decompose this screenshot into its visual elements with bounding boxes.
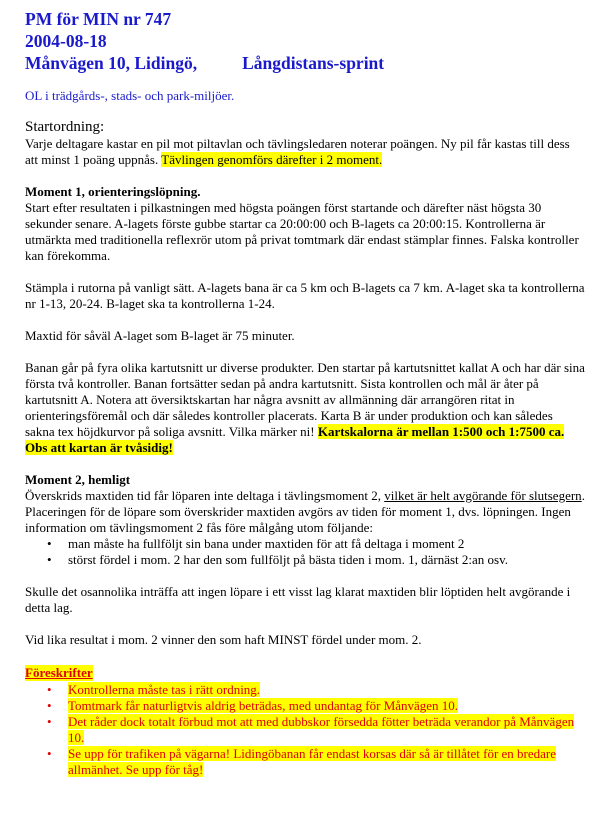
moment1-paragraph-3: Maxtid för såväl A-laget som B-laget är 75 minuter. xyxy=(25,328,295,343)
moment2-paragraph-2: Skulle det osannolika inträffa att ingen löpare i ett visst lag klarat maxtiden blir löptiden helt avgörande i detta lag. xyxy=(25,584,571,615)
map-scale-highlight: Kartskalorna är mellan 1:500 och 1:7500 ca. Obs att kartan är tvåsidig! xyxy=(25,424,565,455)
title-line-1: PM för MIN nr 747 xyxy=(25,9,172,29)
moment1-map-text: Banan går på fyra olika kartutsnitt ur diverse produkter. Den startar på kartutsnittet kallat A och har där sina första två kontroller. Banan fortsätter sedan på andra kartutsnitt. Sista kontrollen och mål är åter på kartutsnitt A. Notera att översiktskartan har några avsnitt av allmänning där arrangören ritat in orienteringsföremål och där således kontroller placerats. Karta B är under produktion och kan således sakna tex höjdkurvor på soliga avsnitt. Vilka märker ni! xyxy=(25,360,585,439)
rules-heading: Föreskrifter xyxy=(25,665,93,680)
start-order-body: Varje deltagare kastar en pil mot piltavlan och tävlingsledaren noterar poängen. Ny pil får kastas till dess att minst 1 poäng uppnås. xyxy=(25,136,570,167)
start-order-text xyxy=(25,136,585,168)
moment2-paragraph-3: Vid lika resultat i mom. 2 vinner den som haft MINST fördel under mom. 2. xyxy=(25,632,422,647)
bullet-icon: • xyxy=(47,536,52,551)
subtitle: OL i trädgårds-, stads- och park-miljöer. xyxy=(25,88,235,103)
bullet-icon: • xyxy=(47,714,52,729)
rule-item: • Se upp för trafiken på vägarna! Lidingöbanan får endast korsas där så är tillåtet för en bredare allmänhet. Se upp för tåg! xyxy=(47,746,557,777)
moment1-paragraph-1: Start efter resultaten i pilkastningen med högsta poängen först startande och därefter näst högsta 30 sekunder senare. A-lagets förste gubbe startar ca 20:00:00 och B-lagets ca 20:00:15. Kontrollerna är utmärkta med traditionella reflexrör utom på privat tomtmark där endast stämplar finnes. Falska kontroller kan förekomma. xyxy=(25,200,579,263)
moment1-heading: Moment 1, orienteringslöpning. xyxy=(25,184,201,199)
title-location: Månvägen 10, Lidingö, xyxy=(25,53,198,73)
moment2-text-b: . Placeringen för de löpare som överskrider maxtiden avgörs av tiden för moment 1, dvs. löpningen. Ingen information om tävlingsmoment 2 fås före målgång utom följande: xyxy=(25,488,585,535)
moment2-bullet-list xyxy=(25,536,585,568)
list-item: • man måste ha fullföljt sin bana under maxtiden för att få deltaga i moment 2 xyxy=(47,536,465,551)
title-line-3 xyxy=(25,52,585,74)
rule-item: • Det råder dock totalt förbud mot att med dubbskor försedda fötter beträda verandor på Månvägen 10. xyxy=(47,714,575,745)
rules-list xyxy=(25,682,585,778)
rule-item: • Tomtmark får naturligtvis aldrig beträdas, med undantag för Månvägen 10. xyxy=(47,698,459,713)
bullet-icon: • xyxy=(47,746,52,761)
moment1-paragraph-4 xyxy=(25,360,585,456)
moment1-paragraph-2: Stämpla i rutorna på vanligt sätt. A-lagets bana är ca 5 km och B-lagets ca 7 km. A-laget ska ta kontrollerna nr 1-13, 20-24. B-laget ska ta kontrollerna 1-24. xyxy=(25,280,585,311)
document-page xyxy=(25,8,585,778)
moment2-text-a: Överskrids maxtiden tid får löparen inte deltaga i tävlingsmoment 2, xyxy=(25,488,385,503)
title-event-type: Långdistans-sprint xyxy=(242,53,385,73)
moment2-paragraph-1 xyxy=(25,488,585,536)
moment2-underline: vilket är helt avgörande för slutsegern xyxy=(384,488,582,503)
rule-item: • Kontrollerna måste tas i rätt ordning. xyxy=(47,682,261,697)
bullet-icon: • xyxy=(47,682,52,697)
start-order-heading: Startordning: xyxy=(25,119,105,135)
bullet-icon: • xyxy=(47,698,52,713)
list-item: • störst fördel i mom. 2 har den som fullföljt på bästa tiden i mom. 1, därnäst 2:an osv. xyxy=(47,552,509,567)
title-line-2: 2004-08-18 xyxy=(25,31,107,51)
moment2-heading: Moment 2, hemligt xyxy=(25,472,131,487)
start-order-highlight: Tävlingen genomförs därefter i 2 moment. xyxy=(161,152,383,167)
bullet-icon: • xyxy=(47,552,52,567)
